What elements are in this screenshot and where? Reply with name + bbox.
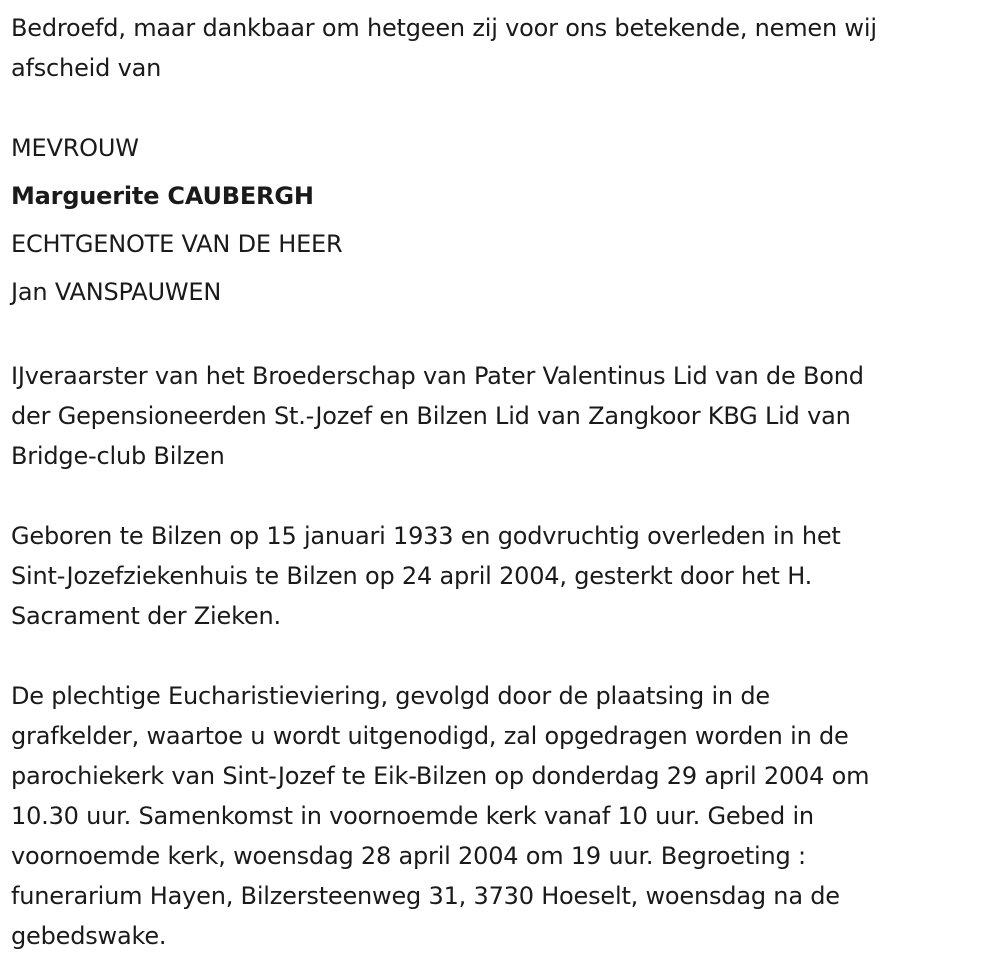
spacer [11,316,1000,356]
intro-line: Bedroefd, maar dankbaar om hetgeen zij voor ons betekende, nemen wij [11,14,877,42]
birth-death-line: Sint-Jozefziekenhuis te Bilzen op 24 april 2004, gesterkt door het H. [11,562,813,590]
ceremony-line: funerarium Hayen, Bilzersteenweg 31, 3730 Hoeselt, woensdag na de [11,882,840,910]
memberships-paragraph [11,356,1000,476]
spacer [11,476,1000,516]
memberships-line: IJveraarster van het Broederschap van Pater Valentinus Lid van de Bond [11,362,864,390]
ceremony-line: 10.30 uur. Samenkomst in voornoemde kerk vanaf 10 uur. Gebed in [11,802,814,830]
ceremony-line: gebedswake. [11,922,167,950]
ceremony-line: voornoemde kerk, woensdag 28 april 2004 om 19 uur. Begroeting : [11,842,806,870]
spacer [11,636,1000,676]
deceased-name: Marguerite CAUBERGH [11,182,314,210]
intro-line: afscheid van [11,54,162,82]
spouse-name: Jan VANSPAUWEN [11,278,222,306]
deceased-title: MEVROUW [11,134,139,162]
deceased-block [11,124,1000,316]
memberships-line: Bridge-club Bilzen [11,442,225,470]
ceremony-line: parochiekerk van Sint-Jozef te Eik-Bilzen op donderdag 29 april 2004 om [11,762,870,790]
intro-paragraph [11,8,1000,88]
spacer [11,88,1000,128]
ceremony-line: De plechtige Eucharistieviering, gevolgd door de plaatsing in de [11,682,770,710]
ceremony-line: grafkelder, waartoe u wordt uitgenodigd, zal opgedragen worden in de [11,722,849,750]
birth-death-paragraph [11,516,1000,636]
birth-death-line: Sacrament der Zieken. [11,602,281,630]
memberships-line: der Gepensioneerden St.-Jozef en Bilzen Lid van Zangkoor KBG Lid van [11,402,851,430]
ceremony-paragraph [11,676,1000,956]
deceased-relation: ECHTGENOTE VAN DE HEER [11,230,343,258]
birth-death-line: Geboren te Bilzen op 15 januari 1933 en godvruchtig overleden in het [11,522,841,550]
